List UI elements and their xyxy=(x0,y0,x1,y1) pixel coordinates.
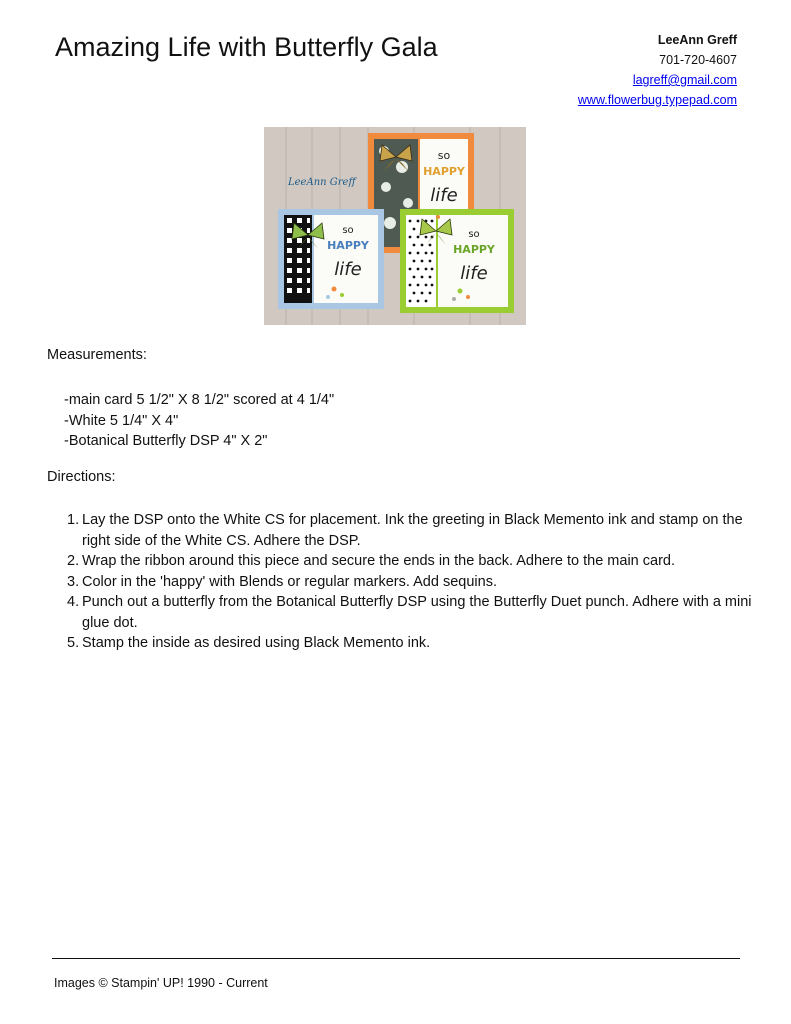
measurements-list xyxy=(64,390,334,452)
greeting-so-right: so xyxy=(468,229,480,240)
step-number: 5. xyxy=(67,635,80,651)
list-item xyxy=(67,633,757,654)
step-text: Lay the DSP onto the White CS for placement. Ink the greeting in Black Memento ink and stamp on the right side of the White CS. Adhere the DSP. xyxy=(82,512,743,549)
page-title: Amazing Life with Butterfly Gala xyxy=(55,32,438,62)
step-number: 2. xyxy=(67,553,80,569)
directions-label: Directions: xyxy=(47,469,116,485)
step-number: 1. xyxy=(67,512,80,528)
list-item xyxy=(67,592,757,633)
list-item xyxy=(67,572,757,593)
step-number: 4. xyxy=(67,594,80,610)
list-item: -main card 5 1/2" X 8 1/2" scored at 4 1/4" xyxy=(64,392,335,408)
greeting-so-left: so xyxy=(342,225,354,236)
list-item xyxy=(67,551,757,572)
author-name: LeeAnn Greff xyxy=(657,33,737,47)
footer-divider xyxy=(52,958,740,959)
email-link[interactable]: lagreff@gmail.com xyxy=(632,73,737,87)
contact-block xyxy=(578,30,737,110)
list-item: -White 5 1/4" X 4" xyxy=(64,412,179,429)
list-item: -Botanical Butterfly DSP 4" X 2" xyxy=(64,433,268,449)
step-text: Color in the 'happy' with Blends or regular markers. Add sequins. xyxy=(82,573,497,590)
greeting-happy-right: HAPPY xyxy=(453,243,495,256)
greeting-happy-left: HAPPY xyxy=(327,239,369,252)
step-number: 3. xyxy=(67,573,80,590)
greeting-so-back: so xyxy=(437,149,451,162)
photo-watermark: LeeAnn Greff xyxy=(288,177,356,188)
step-text: Wrap the ribbon around this piece and secure the ends in the back. Adhere to the main card. xyxy=(82,553,675,569)
card-photo xyxy=(264,127,526,325)
phone-number: 701-720-4607 xyxy=(659,53,737,67)
greeting-life-left: life xyxy=(334,259,362,280)
greeting-life-right: life xyxy=(460,263,488,284)
website-link[interactable]: www.flowerbug.typepad.com xyxy=(577,93,737,107)
footer-copyright: Images © Stampin' UP! 1990 - Current xyxy=(54,976,268,990)
greeting-happy-back: HAPPY xyxy=(423,165,465,178)
greeting-life-back: life xyxy=(430,185,458,206)
card-photo-image xyxy=(264,127,526,325)
directions-list xyxy=(67,510,757,654)
measurements-label: Measurements: xyxy=(47,347,147,363)
step-text: Stamp the inside as desired using Black Memento ink. xyxy=(82,635,431,651)
step-text: Punch out a butterfly from the Botanical Butterfly DSP using the Butterfly Duet punch. Adhere with a mini glue dot. xyxy=(82,594,752,631)
list-item xyxy=(67,510,757,551)
